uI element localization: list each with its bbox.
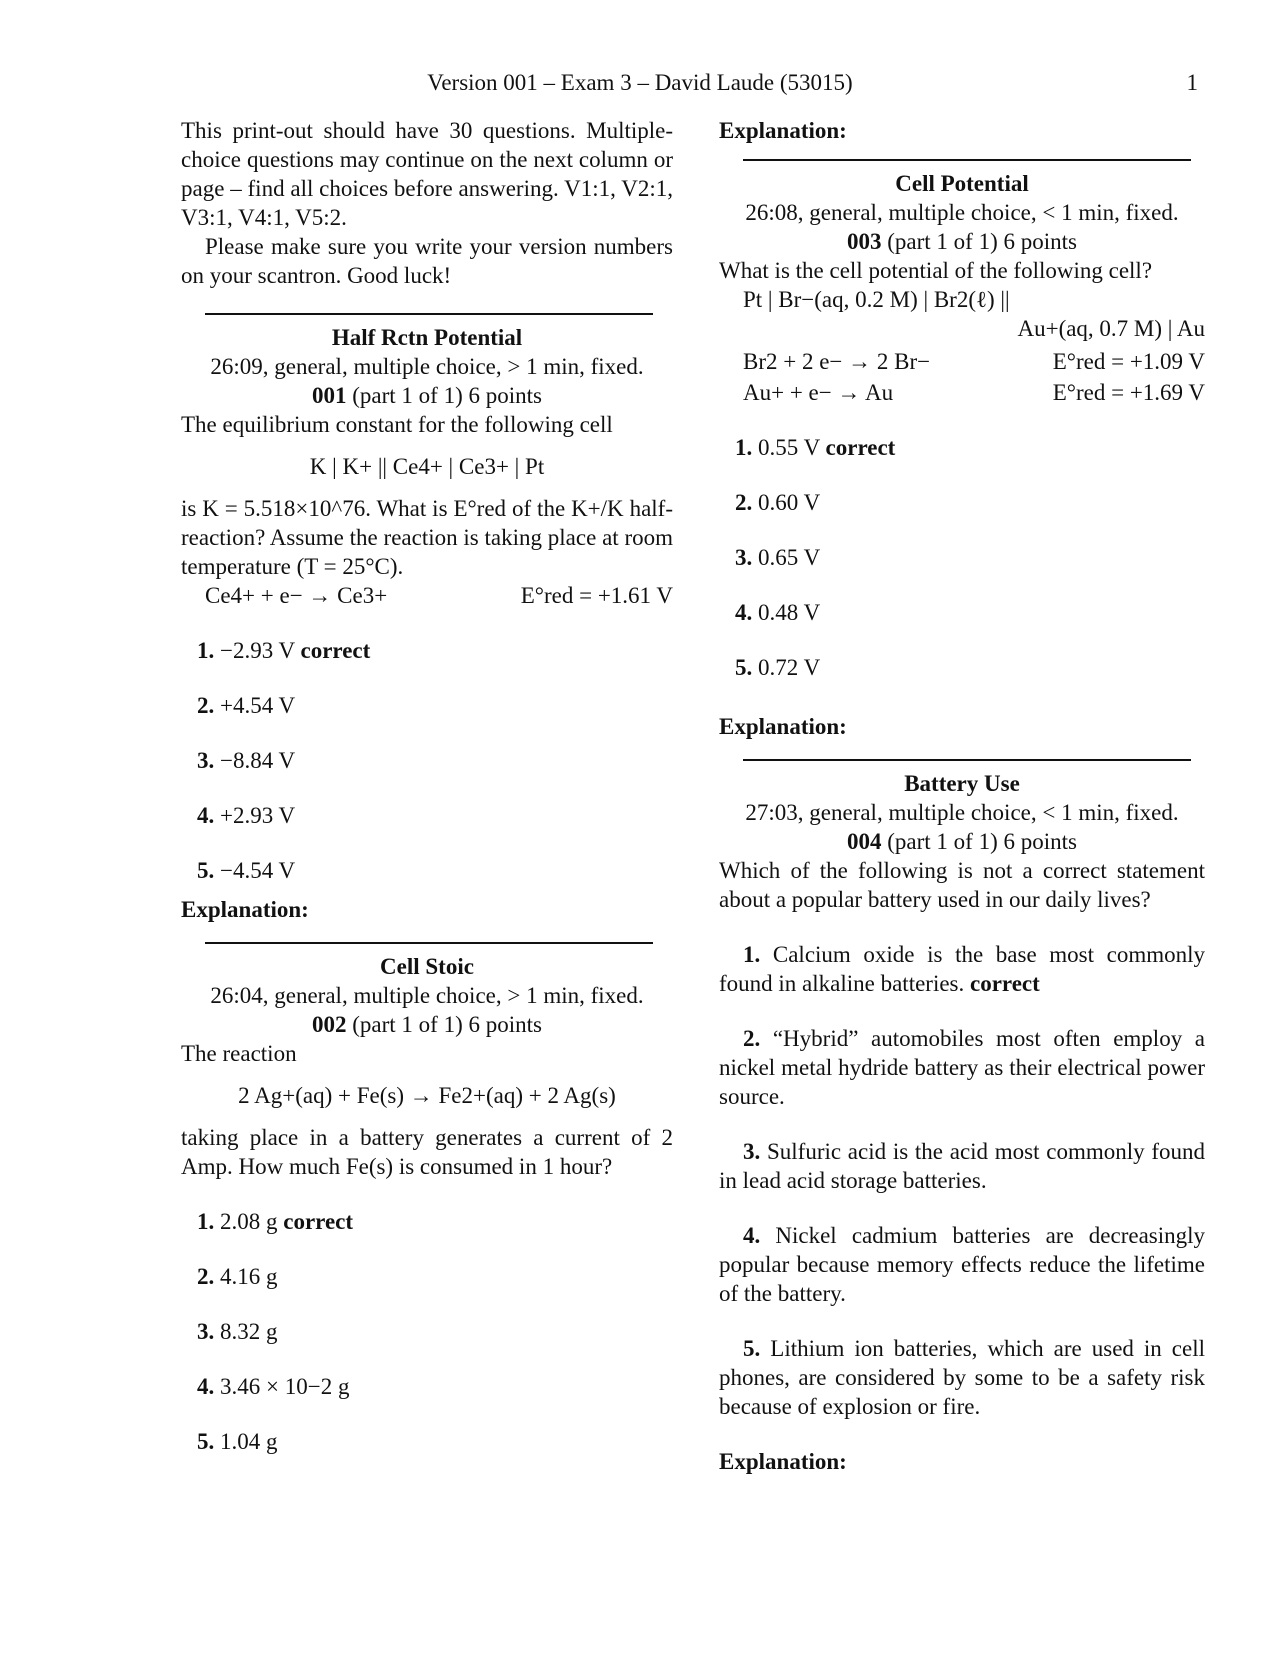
choice-number: 3.: [197, 1319, 215, 1344]
choice-number: 2.: [743, 1026, 761, 1051]
choice-text: Lithium ion batteries, which are used in cell phones, are considered by some to be a safety risk because of explosion or fire.: [719, 1336, 1206, 1419]
choice-5[interactable]: [719, 653, 1205, 682]
choice-text: “Hybrid” automobiles most often employ a nickel metal hydride battery as their electrical power source.: [719, 1026, 1205, 1109]
choice-1[interactable]: [719, 433, 1205, 462]
correct-marker: correct: [825, 435, 896, 460]
choice-text: +4.54 V: [220, 693, 296, 718]
question-stem-continued: taking place in a battery generates a current of 2 Amp. How much Fe(s) is consumed in 1 hour?: [181, 1125, 673, 1179]
cell-notation: K | K+ || Ce4+ | Ce3+ | Pt: [309, 454, 545, 479]
question-meta: 26:04, general, multiple choice, > 1 min, fixed.: [210, 983, 644, 1008]
choice-2[interactable]: [181, 1262, 673, 1291]
half-reaction-2: [719, 378, 1205, 407]
choice-text: 1.04 g: [220, 1429, 278, 1454]
choice-text: −8.84 V: [220, 748, 296, 773]
choice-number: 2.: [735, 490, 753, 515]
question-points: (part 1 of 1) 6 points: [887, 829, 1077, 854]
half-reaction-equation: Br2 + 2 e− → 2 Br−: [743, 349, 931, 374]
choice-1[interactable]: [181, 636, 673, 665]
question-stem-continued: is K = 5.518×10^76. What is E°red of the K+/K half-reaction? Assume the reaction is taking place at room temperature (T = 25°C).: [181, 496, 673, 579]
right-column: [719, 116, 1205, 1476]
choice-number: 4.: [197, 1374, 215, 1399]
choice-4[interactable]: [719, 1221, 1205, 1308]
half-reaction-1: [719, 347, 1205, 376]
explanation-label: Explanation:: [719, 714, 847, 739]
choice-1[interactable]: [719, 940, 1205, 998]
choice-number: 1.: [197, 1209, 215, 1234]
choice-3[interactable]: [719, 543, 1205, 572]
header-title: Version 001 – Exam 3 – David Laude (53015): [427, 70, 853, 95]
half-reaction: [181, 581, 673, 610]
choice-number: 4.: [197, 803, 215, 828]
choice-number: 2.: [197, 1264, 215, 1289]
half-reaction-potential: E°red = +1.09 V: [1052, 349, 1205, 374]
question-meta: 26:08, general, multiple choice, < 1 min, fixed.: [745, 200, 1179, 225]
intro-note: Please make sure you write your version numbers on your scantron. Good luck!: [181, 234, 673, 288]
correct-marker: correct: [283, 1209, 354, 1234]
question-number-line: [719, 827, 1205, 856]
choice-3[interactable]: [719, 1137, 1205, 1195]
choice-2[interactable]: [181, 691, 673, 720]
choice-4[interactable]: [181, 801, 673, 830]
choice-text: Calcium oxide is the base most commonly found in alkaline batteries.: [719, 942, 1206, 996]
question-points: (part 1 of 1) 6 points: [352, 383, 542, 408]
choice-5[interactable]: [181, 1427, 673, 1456]
question-number: 001: [312, 383, 347, 408]
question-title: Cell Potential: [895, 171, 1029, 196]
choice-number: 5.: [197, 858, 215, 883]
question-points: (part 1 of 1) 6 points: [352, 1012, 542, 1037]
choice-text: Sulfuric acid is the acid most commonly found in lead acid storage batteries.: [719, 1139, 1206, 1193]
choice-number: 3.: [735, 545, 753, 570]
half-reaction-potential: E°red = +1.69 V: [1052, 380, 1205, 405]
question-points: (part 1 of 1) 6 points: [887, 229, 1077, 254]
choice-number: 3.: [743, 1139, 761, 1164]
cell-notation-anode: Pt | Br−(aq, 0.2 M) | Br2(ℓ) ||: [743, 287, 1010, 312]
question-number-line: [719, 227, 1205, 256]
choice-text: 4.16 g: [220, 1264, 278, 1289]
question-title: Cell Stoic: [380, 954, 474, 979]
choice-text: 0.72 V: [758, 655, 821, 680]
correct-marker: correct: [300, 638, 371, 663]
question-number-line: [181, 1010, 673, 1039]
choice-number: 5.: [735, 655, 753, 680]
half-reaction-potential: E°red = +1.61 V: [520, 583, 673, 608]
choice-number: 1.: [197, 638, 215, 663]
cell-notation-cathode: Au+(aq, 0.7 M) | Au: [1017, 316, 1205, 341]
choice-text: +2.93 V: [220, 803, 296, 828]
intro-paragraph: This print-out should have 30 questions. Multiple-choice questions may continue on the next column or page – find all choices before answering. V1:1, V2:1, V3:1, V4:1, V5:2.: [181, 118, 673, 230]
choice-text: 0.48 V: [758, 600, 821, 625]
choice-number: 5.: [743, 1336, 761, 1361]
question-number: 004: [847, 829, 882, 854]
choice-1[interactable]: [181, 1207, 673, 1236]
question-title: Half Rctn Potential: [331, 325, 523, 350]
choice-3[interactable]: [181, 746, 673, 775]
question-number-line: [181, 381, 673, 410]
choice-number: 1.: [735, 435, 753, 460]
choice-number: 4.: [735, 600, 753, 625]
explanation-label: Explanation:: [719, 1449, 847, 1474]
page-number: 1: [1186, 70, 1198, 95]
choice-4[interactable]: [719, 598, 1205, 627]
choice-number: 3.: [197, 748, 215, 773]
question-meta: 27:03, general, multiple choice, < 1 min, fixed.: [745, 800, 1179, 825]
choice-text: 0.65 V: [758, 545, 821, 570]
choice-5[interactable]: [181, 856, 673, 885]
choice-text: −2.93 V: [220, 638, 295, 663]
question-meta: 26:09, general, multiple choice, > 1 min, fixed.: [210, 354, 644, 379]
question-number: 002: [312, 1012, 347, 1037]
question-002: [181, 952, 673, 1456]
choice-number: 5.: [197, 1429, 215, 1454]
correct-marker: correct: [970, 971, 1040, 996]
question-001: [181, 323, 673, 924]
left-column: [181, 116, 673, 1456]
choice-text: 0.55 V: [758, 435, 820, 460]
page-header: [0, 68, 1280, 98]
choice-5[interactable]: [719, 1334, 1205, 1421]
choice-text: 3.46 × 10−2 g: [220, 1374, 350, 1399]
choice-text: 0.60 V: [758, 490, 821, 515]
choice-text: −4.54 V: [220, 858, 296, 883]
choice-text: 8.32 g: [220, 1319, 278, 1344]
question-stem: What is the cell potential of the following cell?: [719, 258, 1153, 283]
question-title: Battery Use: [904, 771, 1020, 796]
question-stem: The reaction: [181, 1041, 297, 1066]
question-stem: Which of the following is not a correct statement about a popular battery used in our daily lives?: [719, 858, 1205, 912]
choice-text: Nickel cadmium batteries are decreasingly popular because memory effects reduce the lifetime of the battery.: [719, 1223, 1206, 1306]
explanation-label: Explanation:: [719, 118, 847, 143]
choice-text: 2.08 g: [220, 1209, 278, 1234]
explanation-label: Explanation:: [181, 897, 309, 922]
question-003: [719, 169, 1205, 741]
choice-4[interactable]: [181, 1372, 673, 1401]
question-stem: The equilibrium constant for the following cell: [181, 412, 613, 437]
choice-number: 2.: [197, 693, 215, 718]
choice-2[interactable]: [719, 1024, 1205, 1111]
choice-number: 4.: [743, 1223, 761, 1248]
choice-3[interactable]: [181, 1317, 673, 1346]
reaction-equation: 2 Ag+(aq) + Fe(s) → Fe2+(aq) + 2 Ag(s): [238, 1083, 616, 1108]
question-004: [719, 769, 1205, 1476]
half-reaction-equation: Au+ + e− → Au: [743, 380, 894, 405]
half-reaction-equation: Ce4+ + e− → Ce3+: [205, 583, 388, 608]
choice-number: 1.: [743, 942, 761, 967]
question-number: 003: [847, 229, 882, 254]
choice-2[interactable]: [719, 488, 1205, 517]
